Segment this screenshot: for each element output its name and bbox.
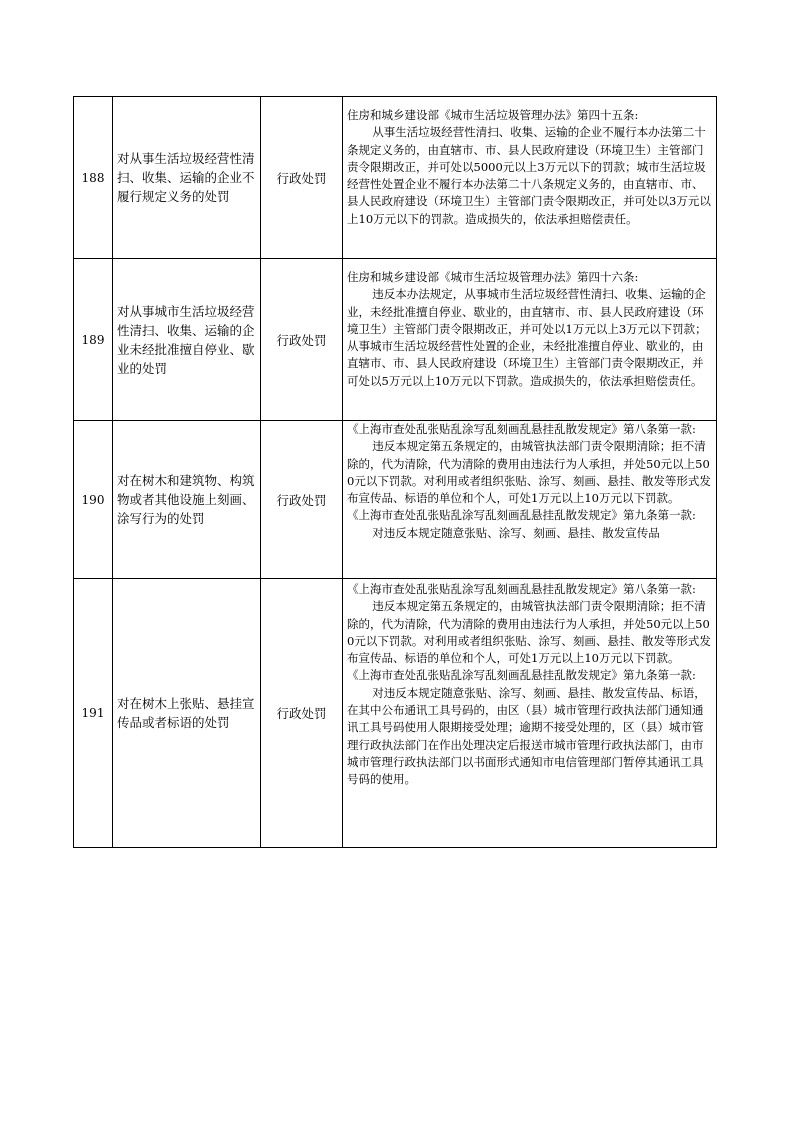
penalty-type: 行政处罚 [261,579,343,848]
legal-basis [343,421,716,578]
penalty-type: 行政处罚 [261,421,343,579]
legal-basis [343,259,716,420]
row-number: 189 [74,259,113,421]
basis-heading: 《上海市查处乱张贴乱涂写乱刻画乱悬挂乱散发规定》第八条第一款: [347,422,696,436]
penalty-table [73,96,717,848]
legal-basis [343,579,716,847]
row-number: 188 [74,97,113,259]
row-number: 190 [74,421,113,579]
basis-heading: 住房和城乡建设部《城市生活垃圾管理办法》第四十五条: [347,108,639,122]
basis-text: 从事生活垃圾经营性清扫、收集、运输的企业不履行本办法第二十条规定义务的，由直辖市、市、县人民政府建设（环境卫生）主管部门责令限期改正，并可处以5000元以上3万元以下的罚款；城市生活垃圾经营性处置企业不履行本办法第二十八条规定义务的，由直辖市、市、县人民政府建设（环境卫生）主管部门责令限期改正，并可处以3万元以上10万元以下的罚款。造成损失的，依法承担赔偿责任。 [347,125,711,226]
item-name: 对在树木和建筑物、构筑物或者其他设施上刻画、涂写行为的处罚 [113,421,261,579]
basis-heading: 《上海市查处乱张贴乱涂写乱刻画乱悬挂乱散发规定》第八条第一款: [347,582,696,596]
basis-text: 违反本办法规定，从事城市生活垃圾经营性清扫、收集、运输的企业，未经批准擅自停业、歇业的，由直辖市、市、县人民政府建设（环境卫生）主管部门责令限期改正，并可处以1万元以上3万元以下罚款；从事城市生活垃圾经营性处置的企业，未经批准擅自停业、歇业的，由直辖市、市、县人民政府建设（环境卫生）主管部门责令限期改正，并可处以5万元以上10万元以下罚款。造成损失的，依法承担赔偿责任。 [347,287,707,388]
legal-basis [343,97,716,258]
basis-heading: 《上海市查处乱张贴乱涂写乱刻画乱悬挂乱散发规定》第九条第一款: [347,508,696,523]
legal-basis-cell [343,259,717,421]
penalty-type: 行政处罚 [261,259,343,421]
row-number: 191 [74,579,113,848]
legal-basis-cell [343,579,717,848]
basis-text: 对违反本规定随意张贴、涂写、刻画、悬挂、散发宣传品、标语，在其中公布通讯工具号码的，由区（县）城市管理行政执法部门通知通讯工具号码使用人限期接受处理；逾期不接受处理的，区（县）城市管理行政执法部门在作出处理决定后报送市城市管理行政执法部门，由市城市管理行政执法部门以书面形式通知市电信管理部门暂停其通讯工具号码的使用。 [347,685,706,787]
basis-text: 违反本规定第五条规定的，由城管执法部门责令限期清除；拒不清除的，代为清除，代为清除的费用由违法行为人承担，并处50元以上500元以下罚款。对利用或者组织张贴、涂写、刻画、悬挂、散发等形式发布宣传品、标语的单位和个人，可处1万元以上10万元以下罚款。 [347,439,711,506]
basis-heading: 住房和城乡建设部《城市生活垃圾管理办法》第四十六条: [347,270,639,284]
table-row [74,97,717,259]
penalty-type: 行政处罚 [261,97,343,259]
legal-basis-cell [343,97,717,259]
basis-heading: 《上海市查处乱张贴乱涂写乱刻画乱悬挂乱散发规定》第九条第一款: [347,668,696,683]
table-row [74,579,717,848]
table-row [74,259,717,421]
item-name: 对从事城市生活垃圾经营性清扫、收集、运输的企业未经批准擅自停业、歇业的处罚 [113,259,261,421]
legal-basis-cell [343,421,717,579]
item-name: 对从事生活垃圾经营性清扫、收集、运输的企业不履行规定义务的处罚 [113,97,261,259]
item-name: 对在树木上张贴、悬挂宣传品或者标语的处罚 [113,579,261,848]
basis-text: 违反本规定第五条规定的，由城管执法部门责令限期清除；拒不清除的，代为清除，代为清除的费用由违法行为人承担，并处50元以上500元以下罚款。对利用或者组织张贴、涂写、刻画、悬挂、散发等形式发布宣传品、标语的单位和个人，可处1万元以上10万元以下罚款。 [347,599,711,666]
basis-text: 对违反本规定随意张贴、涂写、刻画、悬挂、散发宣传品 [372,525,660,540]
table-row [74,421,717,579]
